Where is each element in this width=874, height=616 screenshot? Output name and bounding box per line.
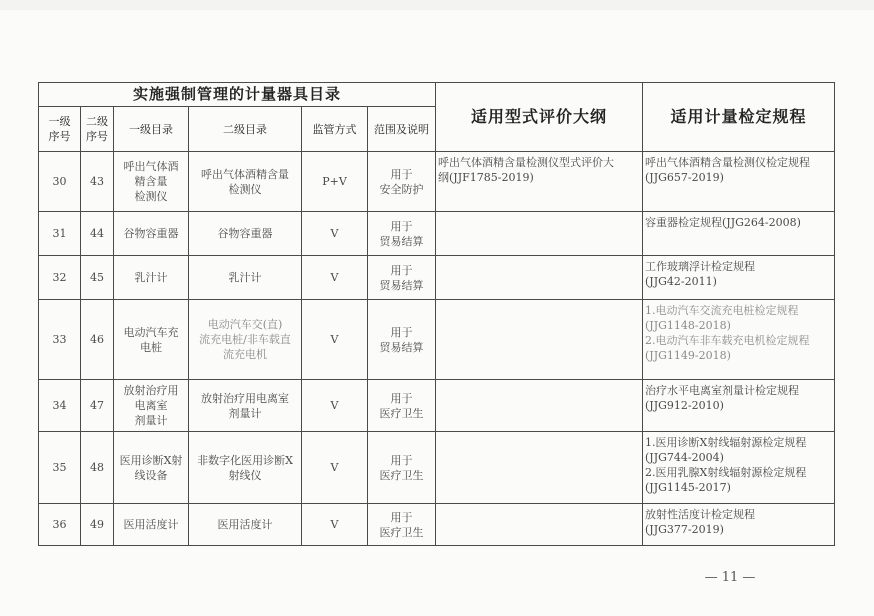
- verif-reg-cell: [643, 380, 835, 432]
- level2-catalog-cell: [189, 152, 302, 212]
- cell-line: 用于: [390, 325, 413, 339]
- main-title-cell: [39, 83, 436, 107]
- table-row: [39, 212, 835, 256]
- cell-line: 检测仪: [228, 182, 262, 196]
- verif-reg-cell: [643, 504, 835, 546]
- level1-catalog-cell: [114, 432, 189, 504]
- cell-line: 2.电动汽车非车载充电机检定规程: [645, 334, 810, 347]
- level2-catalog-cell: [189, 504, 302, 546]
- cell-line: 电动汽车充: [123, 325, 179, 339]
- level1-no-cell: 34: [39, 380, 81, 432]
- cell-line: 呼出气体酒精含量: [201, 167, 289, 181]
- scope-cell: [368, 152, 436, 212]
- supervision-cell: V: [302, 380, 368, 432]
- verif-reg-cell: [643, 256, 835, 300]
- verif-reg-cell: [643, 300, 835, 380]
- col-level2-header: 二级目录: [189, 107, 302, 152]
- cell-line: 电桩: [140, 340, 162, 354]
- verif-reg-cell: [643, 152, 835, 212]
- cell-line: 工作玻璃浮计检定规程: [645, 260, 756, 273]
- level1-no-cell: 33: [39, 300, 81, 380]
- page-number: — 11 —: [704, 570, 756, 585]
- cell-line: 电离室: [134, 399, 168, 412]
- table-row: [39, 504, 835, 546]
- cell-line: 流充电机: [223, 348, 267, 361]
- verif-reg-cell: [643, 432, 835, 504]
- measuring-instrument-catalog-table: [38, 82, 835, 546]
- supervision-cell: V: [302, 432, 368, 504]
- cell-line: 线设备: [134, 468, 168, 482]
- col-supervision-header: 监管方式: [302, 107, 368, 152]
- cell-line: 用于: [390, 391, 413, 405]
- cell-line: 2.医用乳腺X射线辐射源检定规程: [645, 466, 807, 479]
- type-eval-cell: [436, 212, 643, 256]
- level2-no-cell: 43: [81, 152, 114, 212]
- level1-no-cell: 36: [39, 504, 81, 546]
- level2-no-cell: 48: [81, 432, 114, 504]
- cell-line: 精含量: [134, 175, 168, 188]
- supervision-cell: V: [302, 504, 368, 546]
- type-eval-cell: [436, 380, 643, 432]
- level1-catalog-cell: [114, 504, 189, 546]
- level2-catalog-cell: [189, 380, 302, 432]
- col-level1-no-header: 一级 序号: [39, 107, 81, 152]
- scope-cell: [368, 256, 436, 300]
- level2-no-cell: 44: [81, 212, 114, 256]
- cell-line: 医疗卫生: [379, 406, 424, 420]
- supervision-cell: V: [302, 256, 368, 300]
- level1-catalog-cell: [114, 256, 189, 300]
- cell-line: 贸易结算: [379, 340, 424, 354]
- level1-no-cell: 32: [39, 256, 81, 300]
- scope-cell: [368, 432, 436, 504]
- table-row: [39, 432, 835, 504]
- cell-line: (JJG1149-2018): [645, 349, 731, 362]
- col-level2-no-header: 二级 序号: [81, 107, 114, 152]
- cell-line: 贸易结算: [379, 278, 424, 292]
- cell-line: 乳汁计: [228, 271, 262, 284]
- level1-catalog-cell: [114, 152, 189, 212]
- cell-line: 用于: [390, 219, 413, 233]
- cell-line: 贸易结算: [379, 234, 424, 248]
- cell-line: 谷物容重器: [123, 227, 179, 240]
- cell-line: (JJG744-2004): [645, 451, 724, 464]
- level1-no-cell: 31: [39, 212, 81, 256]
- verif-reg-header: 适用计量检定规程: [643, 83, 835, 152]
- scope-cell: [368, 300, 436, 380]
- cell-line: 用于: [390, 453, 413, 467]
- col-scope-header: 范围及说明: [368, 107, 436, 152]
- cell-line: 剂量计: [134, 414, 168, 427]
- level2-catalog-cell: [189, 256, 302, 300]
- level2-no-cell: 46: [81, 300, 114, 380]
- scope-cell: [368, 212, 436, 256]
- cell-line: 呼出气体酒: [123, 160, 179, 173]
- cell-line: 电动汽车交(直): [207, 318, 283, 331]
- type-eval-header: 适用型式评价大纲: [436, 83, 643, 152]
- type-eval-cell: [436, 504, 643, 546]
- level2-catalog-cell: [189, 432, 302, 504]
- cell-line: (JJG42-2011): [645, 275, 717, 288]
- cell-line: 容重器检定规程(JJG264-2008): [645, 216, 801, 229]
- cell-line: 医疗卫生: [379, 525, 424, 539]
- type-eval-cell: [436, 432, 643, 504]
- cell-line: 用于: [390, 167, 413, 181]
- cell-line: 谷物容重器: [217, 227, 273, 240]
- table-row: [39, 380, 835, 432]
- level1-no-cell: 35: [39, 432, 81, 504]
- table-row: [39, 152, 835, 212]
- level1-catalog-cell: [114, 380, 189, 432]
- cell-line: 医疗卫生: [379, 468, 424, 482]
- cell-line: 1.医用诊断X射线辐射源检定规程: [645, 436, 807, 449]
- cell-line: 安全防护: [379, 182, 424, 196]
- cell-line: 医用活度计: [217, 518, 273, 531]
- cell-line: 1.电动汽车交流充电桩检定规程: [645, 304, 799, 317]
- level1-catalog-cell: [114, 212, 189, 256]
- cell-line: 治疗水平电离室剂量计检定规程: [645, 384, 800, 397]
- cell-line: (JJG657-2019): [645, 171, 724, 184]
- supervision-cell: V: [302, 212, 368, 256]
- cell-line: 医用活度计: [123, 518, 179, 531]
- supervision-cell: V: [302, 300, 368, 380]
- scope-cell: [368, 504, 436, 546]
- cell-line: 非数字化医用诊断X: [197, 453, 293, 467]
- level2-no-cell: 45: [81, 256, 114, 300]
- level2-no-cell: 47: [81, 380, 114, 432]
- level2-no-cell: 49: [81, 504, 114, 546]
- main-title: 实施强制管理的计量器具目录: [133, 84, 342, 103]
- table-row: [39, 256, 835, 300]
- level2-catalog-cell: [189, 212, 302, 256]
- cell-line: (JJG1148-2018): [645, 319, 731, 332]
- level1-catalog-cell: [114, 300, 189, 380]
- type-eval-cell: [436, 300, 643, 380]
- scope-cell: [368, 380, 436, 432]
- cell-line: 流充电桩/非车载直: [199, 333, 291, 346]
- cell-line: 呼出气体酒精含量检测仪型式评价大: [438, 156, 615, 169]
- cell-line: 射线仪: [228, 468, 262, 482]
- cell-line: 乳汁计: [134, 271, 168, 284]
- page-edge: [0, 0, 874, 10]
- type-eval-cell: [436, 256, 643, 300]
- col-level1-header: 一级目录: [114, 107, 189, 152]
- cell-line: 放射治疗用: [123, 384, 179, 397]
- cell-line: 呼出气体酒精含量检测仪检定规程: [645, 156, 811, 169]
- cell-line: (JJG1145-2017): [645, 481, 731, 494]
- type-eval-cell: [436, 152, 643, 212]
- supervision-cell: P+V: [302, 152, 368, 212]
- cell-line: 纲(JJF1785-2019): [438, 171, 534, 184]
- cell-line: 放射治疗用电离室: [201, 391, 289, 405]
- cell-line: (JJG377-2019): [645, 523, 724, 536]
- cell-line: 放射性活度计检定规程: [645, 508, 756, 521]
- verif-reg-cell: [643, 212, 835, 256]
- cell-line: 医用诊断X射: [119, 453, 183, 467]
- cell-line: 用于: [390, 263, 413, 277]
- cell-line: 检测仪: [134, 190, 168, 203]
- level2-catalog-cell: [189, 300, 302, 380]
- title-row: [39, 83, 835, 107]
- cell-line: 用于: [390, 510, 413, 524]
- level1-no-cell: 30: [39, 152, 81, 212]
- cell-line: 剂量计: [228, 406, 262, 420]
- table-row: [39, 300, 835, 380]
- cell-line: (JJG912-2010): [645, 399, 724, 412]
